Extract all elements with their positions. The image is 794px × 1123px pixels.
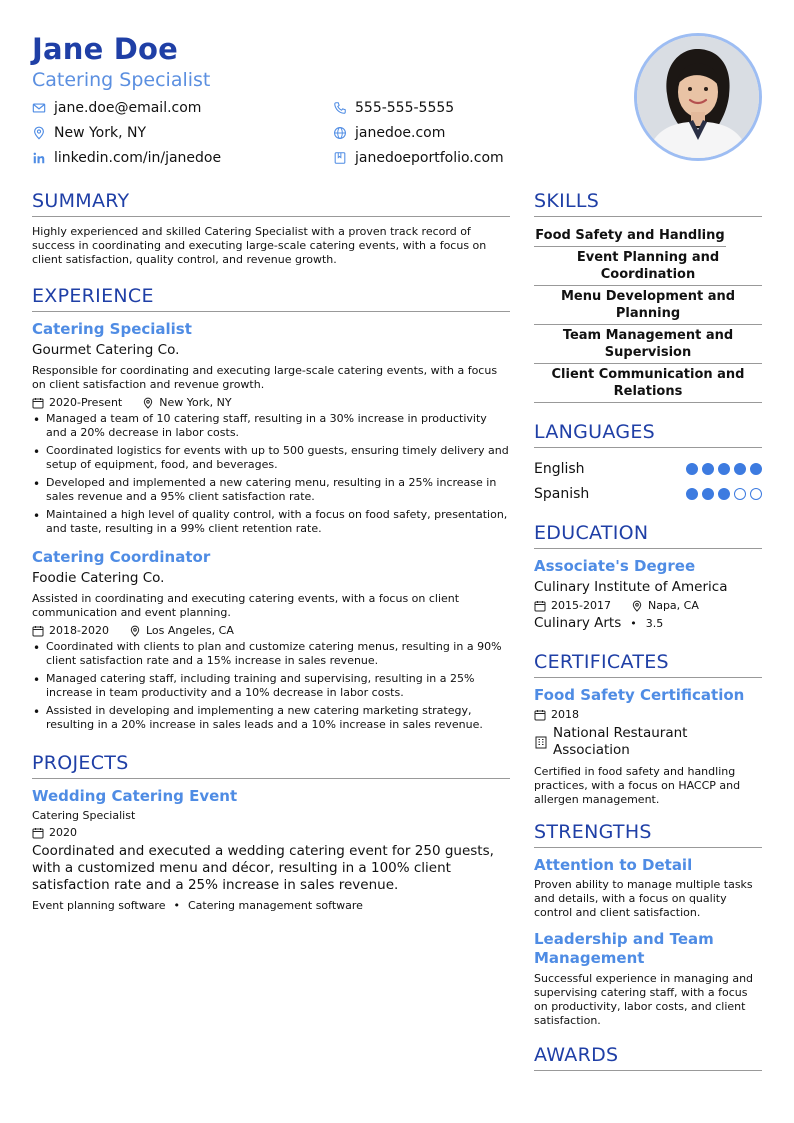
candidate-name: Jane Doe [32, 32, 179, 66]
list-item: • Assisted in developing and implementing a new catering marketing strategy, resulting in a 20% increase in sales leads and a 10% increase in sales revenue. [32, 704, 510, 732]
location-pin-icon [631, 600, 643, 612]
strength-title: Attention to Detail [534, 856, 693, 874]
strength-entry [534, 856, 762, 920]
right-column [534, 190, 762, 1079]
experience-heading: EXPERIENCE [32, 285, 510, 312]
envelope-icon [32, 101, 46, 115]
profile-photo [634, 33, 762, 161]
email-text: jane.doe@email.com [54, 100, 202, 116]
language-name: English [534, 460, 585, 477]
education-entry [534, 557, 762, 631]
job-role: Catering Coordinator [32, 548, 211, 566]
strength-title: Leadership and Team Management [534, 930, 714, 967]
strengths-heading: STRENGTHS [534, 821, 762, 848]
contact-location [32, 125, 146, 141]
job-dates: 2020-Present [49, 396, 123, 409]
education-field-row [534, 615, 762, 631]
job-dates: 2018-2020 [49, 624, 109, 637]
contact-phone[interactable] [333, 100, 454, 116]
project-tool: Catering management software [187, 899, 363, 912]
skill-item: Client Communication and Relations [534, 364, 762, 403]
phone-text: 555-555-5555 [355, 100, 455, 116]
proficiency-dot-empty [750, 488, 762, 500]
certificate-entry [534, 686, 762, 807]
language-row [534, 456, 762, 481]
project-name: Wedding Catering Event [32, 787, 238, 805]
project-entry [32, 787, 510, 913]
location-pin-icon [129, 625, 141, 637]
proficiency-dot-filled [702, 488, 714, 500]
project-tool: Event planning software [32, 899, 166, 912]
calendar-icon [32, 397, 44, 409]
gpa-value: 3.5 [645, 617, 664, 630]
degree: Associate's Degree [534, 557, 696, 575]
separator-dot: • [173, 899, 180, 912]
job-location: Los Angeles, CA [145, 624, 234, 637]
proficiency-dot-filled [686, 463, 698, 475]
linkedin-icon [32, 151, 46, 165]
education-meta [534, 599, 762, 612]
website-text: janedoe.com [355, 125, 446, 141]
job-bullets [32, 412, 510, 536]
strength-description: Successful experience in managing and supervising catering staff, with a focus on productivity, labor costs, and client satisfaction. [534, 972, 754, 1027]
phone-icon [333, 101, 347, 115]
location-text: New York, NY [54, 125, 147, 141]
list-item: • Coordinated with clients to plan and customize catering menus, resulting in a 90% client satisfaction rate and a 15% increase in sales revenue. [32, 640, 510, 668]
location-pin-icon [142, 397, 154, 409]
list-item: • Managed a team of 10 catering staff, resulting in a 30% increase in productivity and a 20% decrease in labor costs. [32, 412, 510, 440]
languages-list [534, 456, 762, 506]
project-description: Coordinated and executed a wedding catering event for 250 guests, with a customized menu and décor, resulting in a 100% client satisfaction rate and a 25% increase in sales revenue. [32, 843, 494, 893]
education-heading: EDUCATION [534, 522, 762, 549]
language-name: Spanish [534, 485, 590, 502]
strength-entry [534, 930, 762, 1028]
skill-item: Menu Development and Planning [534, 286, 762, 325]
proficiency-dot-filled [718, 463, 730, 475]
project-meta [32, 826, 510, 839]
proficiency-dot-filled [734, 463, 746, 475]
certificate-description: Certified in food safety and handling practices, with a focus on HACCP and allergen management. [534, 765, 741, 806]
separator-dot: • [630, 617, 637, 630]
job-description: Assisted in coordinating and executing catering events, with a focus on client communication and event planning. [32, 592, 460, 619]
list-item: • Managed catering staff, including training and supervising, resulting in a 25% increase in team productivity and a 10% decrease in labor costs. [32, 672, 510, 700]
calendar-icon [32, 827, 44, 839]
skill-item: Team Management and Supervision [534, 325, 762, 364]
project-date: 2020 [49, 826, 77, 839]
resume-header [32, 30, 762, 170]
certificates-heading: CERTIFICATES [534, 651, 762, 678]
skill-item: Food Safety and Handling [534, 225, 726, 247]
job-company: Foodie Catering Co. [32, 570, 165, 586]
job-location: New York, NY [159, 396, 232, 409]
education-location: Napa, CA [647, 599, 699, 612]
candidate-title: Catering Specialist [32, 69, 211, 91]
projects-heading: PROJECTS [32, 752, 510, 779]
list-item: • Maintained a high level of quality control, with a focus on food safety, presentation, and taste, resulting in a 99% client retention rate. [32, 508, 510, 536]
language-row [534, 481, 762, 506]
job-meta [32, 396, 510, 409]
school-name: Culinary Institute of America [534, 579, 728, 595]
proficiency-dot-empty [734, 488, 746, 500]
certificate-issuer: National Restaurant Association [553, 725, 688, 758]
avatar [637, 36, 759, 158]
summary-heading: SUMMARY [32, 190, 510, 217]
languages-heading: LANGUAGES [534, 421, 762, 448]
calendar-icon [534, 709, 546, 721]
calendar-icon [534, 600, 546, 612]
skills-heading: SKILLS [534, 190, 762, 217]
proficiency-dot-filled [686, 488, 698, 500]
certificate-issuer-row [534, 725, 762, 759]
strength-description: Proven ability to manage multiple tasks and details, with a focus on quality control and client satisfaction. [534, 878, 753, 919]
job-company: Gourmet Catering Co. [32, 342, 180, 358]
portfolio-icon [333, 151, 347, 165]
skills-list [534, 225, 762, 403]
portfolio-text: janedoeportfolio.com [355, 150, 504, 166]
proficiency-dots [686, 488, 762, 500]
summary-text: Highly experienced and skilled Catering Specialist with a proven track record of success in coordinating and executing large-scale catering events, with a focus on client satisfaction, quality control, and revenue growth. [32, 225, 487, 266]
left-column [32, 190, 510, 913]
globe-icon [333, 126, 347, 140]
education-dates: 2015-2017 [551, 599, 611, 612]
contact-portfolio[interactable] [333, 150, 504, 166]
proficiency-dot-filled [750, 463, 762, 475]
list-item: • Developed and implemented a new catering menu, resulting in a 25% increase in sales revenue and a 95% client satisfaction rate. [32, 476, 510, 504]
proficiency-dots [686, 463, 762, 475]
proficiency-dot-filled [702, 463, 714, 475]
experience-entry [32, 548, 510, 732]
contact-email[interactable] [32, 100, 201, 116]
contact-website[interactable] [333, 125, 445, 141]
certificate-name: Food Safety Certification [534, 686, 745, 704]
list-item: • Coordinated logistics for events with up to 500 guests, ensuring timely delivery and setup of equipment, food, and beverages. [32, 444, 510, 472]
experience-entry [32, 320, 510, 536]
project-role: Catering Specialist [32, 809, 136, 822]
certificate-meta [534, 708, 762, 721]
proficiency-dot-filled [718, 488, 730, 500]
job-bullets [32, 640, 510, 732]
job-description: Responsible for coordinating and executing large-scale catering events, with a focus on client satisfaction and revenue growth. [32, 364, 498, 391]
calendar-icon [32, 625, 44, 637]
contact-linkedin[interactable] [32, 150, 221, 166]
awards-heading: AWARDS [534, 1044, 762, 1071]
skill-item: Event Planning and Coordination [534, 247, 762, 286]
certificate-year: 2018 [551, 708, 579, 721]
field-of-study: Culinary Arts [534, 615, 622, 631]
job-meta [32, 624, 510, 637]
linkedin-text: linkedin.com/in/janedoe [54, 150, 222, 166]
project-tools [32, 899, 510, 913]
job-role: Catering Specialist [32, 320, 192, 338]
building-icon [534, 735, 548, 749]
location-pin-icon [32, 126, 46, 140]
